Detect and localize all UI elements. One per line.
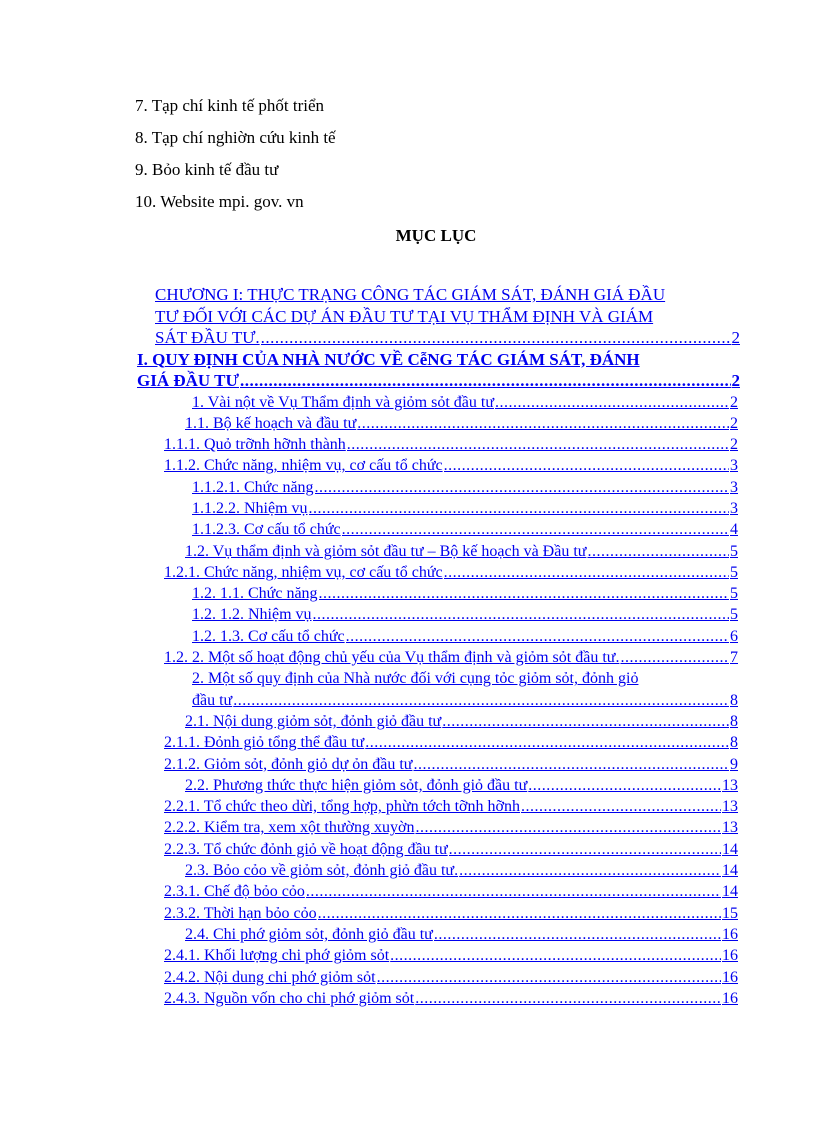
- toc-entry-page: 16: [722, 925, 738, 943]
- toc-entry-page: 8: [730, 734, 738, 752]
- toc-entry[interactable]: [192, 392, 738, 413]
- toc-entry[interactable]: [192, 668, 738, 711]
- toc-entry-text: 1.2. 1.3. Cơ cấu tổ chức: [192, 627, 345, 645]
- toc-entry-section[interactable]: [137, 349, 740, 392]
- toc-entry[interactable]: [192, 626, 738, 647]
- toc-entry[interactable]: [192, 519, 738, 540]
- toc-entry-text: 2.2. Phương thức thực hiện giỏm sỏt, đỏnh giỏ đầu tư: [185, 776, 528, 794]
- toc-entry-page: 5: [730, 563, 738, 581]
- toc-entry-text: 2.3.1. Chế độ bỏo cỏo: [164, 883, 305, 901]
- toc-entry-page: 3: [730, 478, 738, 496]
- toc-entry-page: 14: [722, 883, 738, 901]
- toc-entry[interactable]: [192, 477, 738, 498]
- toc-entry-text: 2.1.1. Đỏnh giỏ tổng thể đầu tư: [164, 734, 365, 752]
- toc-entry[interactable]: [164, 647, 738, 668]
- toc-entry[interactable]: [164, 839, 738, 860]
- toc-entry-text: I. QUY ĐỊNH CỦA NHÀ NƯỚC VỀ CễNG TÁC GIÁM SÁT, ĐÁNH: [137, 349, 640, 369]
- toc-entry-page: 13: [722, 819, 738, 837]
- toc-entry[interactable]: [192, 498, 738, 519]
- toc-entry[interactable]: [164, 903, 738, 924]
- toc-entry-text: 2.1.2. Giỏm sỏt, đỏnh giỏ dự ỏn đầu tư: [164, 755, 413, 773]
- toc-entry-text: GIÁ ĐẦU TƯ: [137, 371, 240, 390]
- toc-entry-text: 2.4. Chi phớ giỏm sỏt, đỏnh giỏ đầu tư: [185, 925, 433, 943]
- toc-entry-text: 1.1.2.2. Nhiệm vụ: [192, 499, 308, 517]
- toc-entry[interactable]: [192, 604, 738, 625]
- toc-entry-text: 2.2.3. Tổ chức đỏnh giỏ về hoạt động đầu tư: [164, 840, 448, 858]
- toc-entry-page: 2: [730, 393, 738, 411]
- toc-entry-page: 5: [730, 585, 738, 603]
- reference-item: 9. Bỏo kinh tế đầu tư: [135, 160, 279, 179]
- toc-entry-text: 1.1.1. Quỏ trỡnh hỡnh thành: [164, 436, 346, 454]
- toc-entry-page: 4: [730, 521, 738, 539]
- toc-entry[interactable]: [164, 881, 738, 902]
- toc-entry[interactable]: [164, 732, 738, 753]
- toc-entry-page: 16: [722, 947, 738, 965]
- toc-entry-text: 1.1.2.3. Cơ cấu tổ chức: [192, 521, 341, 539]
- toc-entry-page: 14: [722, 840, 738, 858]
- toc-entry[interactable]: [192, 583, 738, 604]
- toc-title: MỤC LỤC: [395, 226, 477, 245]
- toc-entry-page: 13: [722, 798, 738, 816]
- toc-entry-text: 2. Một số quy định của Nhà nước đối với cụng tỏc giỏm sỏt, đỏnh giỏ: [192, 670, 639, 688]
- toc-entry[interactable]: [164, 455, 738, 476]
- toc-entry-page: 8: [730, 691, 738, 709]
- toc-entry-text: 2.2.1. Tổ chức theo dừi, tổng hợp, phừn tớch tỡnh hỡnh: [164, 798, 520, 816]
- toc-entry-text: CHƯƠNG I: THỰC TRẠNG CÔNG TÁC GIÁM SÁT, ĐÁNH GIÁ ĐẦU: [155, 285, 666, 304]
- reference-item: 10. Website mpi. gov. vn: [135, 192, 304, 211]
- toc-entry-text: TƯ ĐỐI VỚI CÁC DỰ ÁN ĐẦU TƯ TẠI VỤ THẨM ĐỊNH VÀ GIÁM: [155, 306, 654, 326]
- toc-entries: [0, 392, 816, 1010]
- toc-entry-page: 14: [722, 862, 738, 880]
- toc-entry-text: 2.4.2. Nội dung chi phớ giỏm sỏt: [164, 968, 376, 986]
- toc-entry-text: 1.2. 1.2. Nhiệm vụ: [192, 606, 312, 624]
- toc-entry-chapter[interactable]: [155, 284, 740, 349]
- toc-entry[interactable]: [185, 924, 738, 945]
- toc-entry[interactable]: [164, 945, 738, 966]
- toc-entry-page: 5: [730, 542, 738, 560]
- toc-entry-text: 2.2.2. Kiểm tra, xem xột thường xuyờn: [164, 819, 415, 837]
- reference-list: [135, 92, 336, 220]
- toc-entry[interactable]: [164, 562, 738, 583]
- toc-entry[interactable]: [164, 754, 738, 775]
- toc-entry-text: 1.2. 1.1. Chức năng: [192, 585, 318, 603]
- table-of-contents: [0, 284, 816, 1009]
- toc-entry-text: 1.2. 2. Một số hoạt động chủ yếu của Vụ thẩm định và giỏm sỏt đầu tư.: [164, 649, 620, 667]
- toc-entry-page: 15: [722, 904, 738, 922]
- toc-entry-page: 7: [730, 649, 738, 667]
- toc-entry-text: 2.4.1. Khối lượng chi phớ giỏm sỏt: [164, 947, 390, 965]
- toc-entry-text: 1. Vài nột về Vụ Thẩm định và giỏm sỏt đầu tư: [192, 393, 494, 411]
- toc-entry-text: đầu tư: [192, 691, 233, 709]
- toc-entry-text: 2.3. Bỏo cỏo về giỏm sỏt, đỏnh giỏ đầu tư.: [185, 862, 459, 880]
- toc-entry-page: 2: [731, 371, 740, 390]
- toc-entry-text: 2.4.3. Nguồn vốn cho chi phớ giỏm sỏt: [164, 989, 415, 1007]
- toc-entry[interactable]: [185, 775, 738, 796]
- toc-entry-page: 2: [730, 436, 738, 454]
- toc-entry-page: 8: [730, 712, 738, 730]
- toc-entry-text: 1.1.2. Chức năng, nhiệm vụ, cơ cấu tổ chức: [164, 457, 443, 475]
- toc-entry-page: 3: [730, 457, 738, 475]
- toc-entry-text: 1.1.2.1. Chức năng: [192, 478, 314, 496]
- toc-entry-text: SÁT ĐẦU TƯ.: [155, 328, 260, 347]
- toc-entry[interactable]: [164, 434, 738, 455]
- toc-entry-page: 2: [731, 328, 740, 347]
- toc-entry-page: 16: [722, 989, 738, 1007]
- toc-entry[interactable]: [164, 817, 738, 838]
- toc-entry[interactable]: [164, 796, 738, 817]
- toc-entry-page: 9: [730, 755, 738, 773]
- toc-entry-page: 3: [730, 499, 738, 517]
- reference-item: 8. Tạp chí nghiờn cứu kinh tế: [135, 128, 336, 147]
- toc-entry[interactable]: [185, 860, 738, 881]
- toc-entry-page: 6: [730, 627, 738, 645]
- toc-entry[interactable]: [164, 988, 738, 1009]
- toc-entry[interactable]: [164, 967, 738, 988]
- toc-entry-text: 2.1. Nội dung giỏm sỏt, đỏnh giỏ đầu tư: [185, 712, 442, 730]
- toc-entry[interactable]: [185, 541, 738, 562]
- toc-entry[interactable]: [185, 711, 738, 732]
- reference-item: 7. Tạp chí kinh tế phốt triển: [135, 96, 325, 115]
- toc-entry-text: 1.1. Bộ kế hoạch và đầu tư: [185, 414, 357, 432]
- toc-entry[interactable]: [185, 413, 738, 434]
- toc-entry-page: 2: [730, 414, 738, 432]
- toc-entry-text: 1.2.1. Chức năng, nhiệm vụ, cơ cấu tổ chức: [164, 563, 443, 581]
- toc-entry-page: 5: [730, 606, 738, 624]
- toc-entry-text: 1.2. Vụ thẩm định và giỏm sỏt đầu tư – Bộ kế hoạch và Đầu tư: [185, 542, 587, 560]
- toc-entry-text: 2.3.2. Thời hạn bỏo cỏo: [164, 904, 317, 922]
- toc-entry-page: 16: [722, 968, 738, 986]
- toc-entry-page: 13: [722, 776, 738, 794]
